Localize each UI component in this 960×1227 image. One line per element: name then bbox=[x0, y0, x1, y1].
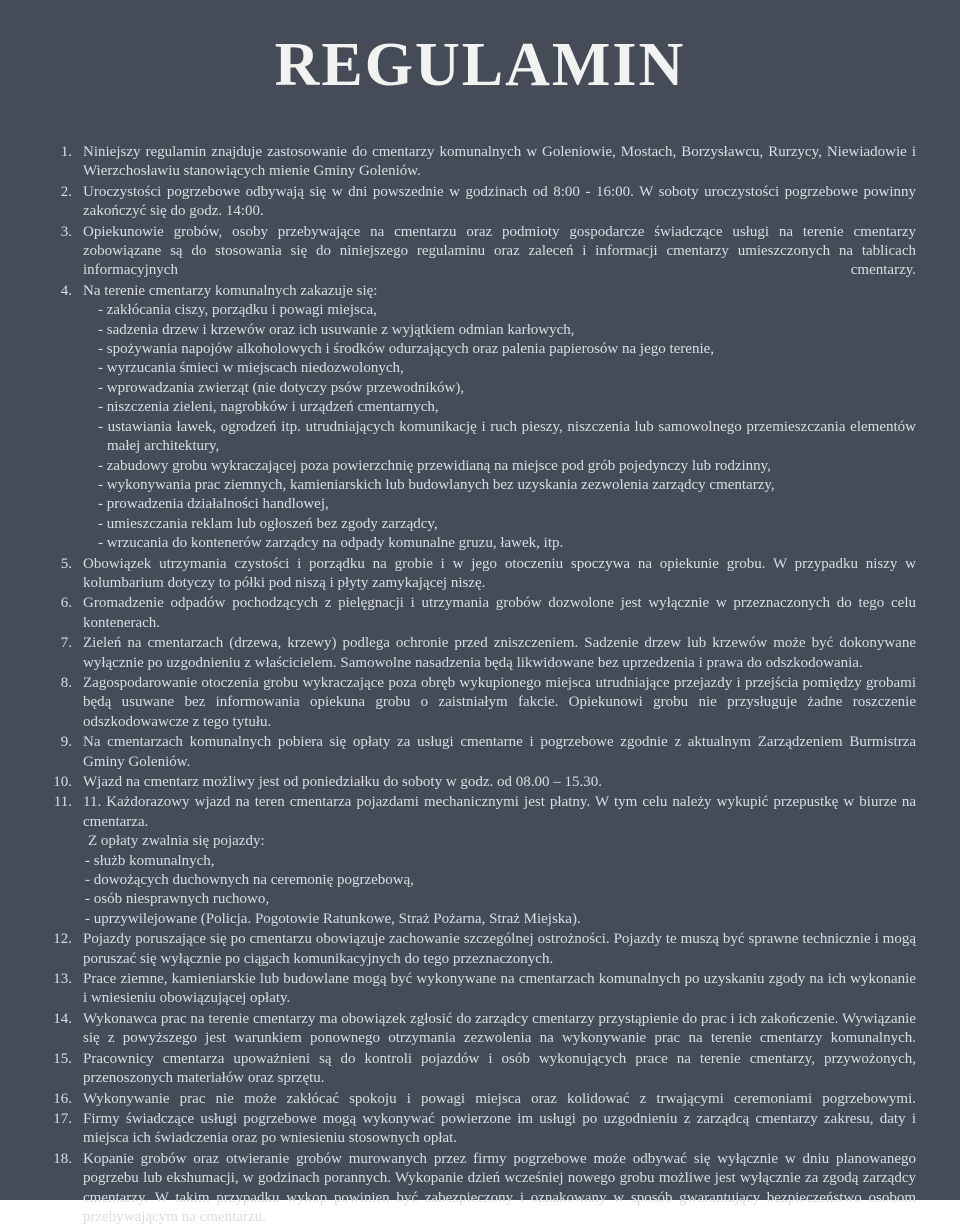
item-bullet: - wprowadzania zwierząt (nie dotyczy psów przewodników), bbox=[98, 379, 465, 396]
item-bullet: - zabudowy grobu wykraczającej poza powierzchnię przewidianą na miejsce pod grób pojedynczy lub rodzinny, bbox=[98, 457, 771, 474]
item-number: 10. bbox=[53, 774, 72, 790]
item-bullet: - dowożących duchownych na ceremonię pogrzebową, bbox=[85, 872, 415, 889]
item-number: 8. bbox=[60, 674, 72, 691]
item-text: Zieleń na cmentarzach (drzewa, krzewy) podlega ochronie przed zniszczeniem. Sadzenie drzew lub krzewów może być dokonywane wyłącznie po uzgodnieniu z właścicielem. Samowolne nasadzenia będą likwidowane bez uprzedzenia i prawa do odszkodowania. bbox=[83, 635, 916, 671]
item-number: 1. bbox=[60, 144, 72, 160]
item-bullet: - sadzenia drzew i krzewów oraz ich usuwanie z wyjątkiem odmian karłowych, bbox=[98, 321, 575, 338]
item-number: 5. bbox=[60, 555, 72, 572]
item-number: 16. bbox=[53, 1090, 72, 1107]
item-content bbox=[83, 674, 916, 732]
list-item bbox=[46, 793, 916, 929]
item-content bbox=[83, 1110, 916, 1149]
list-item bbox=[46, 223, 916, 281]
list-item bbox=[46, 930, 916, 969]
list-item bbox=[46, 282, 916, 554]
list-item bbox=[46, 183, 916, 222]
list-item bbox=[46, 773, 916, 792]
list-item bbox=[46, 143, 916, 182]
item-content bbox=[83, 594, 916, 633]
item-content bbox=[83, 634, 916, 673]
item-text: Kopanie grobów oraz otwieranie grobów murowanych przez firmy pogrzebowe może odbywać się wyłącznie w dniu planowanego pogrzebu lub ekshumacji, w godzinach porannych. Wykopanie dzień wcześniej nowego grobu możliwe jest wyłącznie za zgodą zarządcy cmentarzy. W takim przypadku wykop powinien być zabezpieczony i oznakowany w sposób gwarantujący bezpieczeństwo osobom przebywającym na cmentarzu. bbox=[83, 1150, 916, 1225]
item-bullet: - wyrzucania śmieci w miejscach niedozwolonych, bbox=[98, 360, 404, 377]
item-bullet: - umieszczania reklam lub ogłoszeń bez zgody zarządcy, bbox=[98, 515, 438, 532]
list-item bbox=[46, 594, 916, 633]
item-text: Na terenie cmentarzy komunalnych zakazuje się: bbox=[83, 282, 378, 299]
item-text: Wykonywanie prac nie może zakłócać spokoju i powagi miejsca oraz kolidować z trwającymi ceremoniami pogrzebowymi. bbox=[83, 1090, 916, 1107]
item-content bbox=[83, 1010, 916, 1049]
item-content bbox=[83, 970, 916, 1009]
item-text: Prace ziemne, kamieniarskie lub budowlane mogą być wykonywane na cmentarzach komunalnych po uzyskaniu zgody na ich wykonanie i wniesieniu obowiązującej opłaty. bbox=[83, 971, 916, 1007]
list-item bbox=[46, 1090, 916, 1109]
item-number: 6. bbox=[60, 595, 72, 612]
item-text: Niniejszy regulamin znajduje zastosowanie do cmentarzy komunalnych w Goleniowie, Mostach, Borzysławcu, Rurzycy, Niewiadowie i Wierzchosławiu stanowiących mienie Gminy Goleniów. bbox=[83, 144, 916, 180]
item-text: Gromadzenie odpadów pochodzących z pielęgnacji i utrzymania grobów dozwolone jest wyłącznie w przeznaczonych do tego celu kontenerach. bbox=[83, 595, 916, 631]
item-number: 18. bbox=[53, 1150, 72, 1167]
item-bullet: - wykonywania prac ziemnych, kamieniarskich lub budowlanych bez uzyskania zezwolenia zarządcy cmentarzy, bbox=[98, 476, 775, 493]
item-number: 3. bbox=[60, 223, 72, 240]
item-number: 13. bbox=[53, 971, 72, 988]
item-text: Zagospodarowanie otoczenia grobu wykraczające poza obręb wykupionego miejsca utrudniające przejazdy i przejścia pomiędzy grobami będą usuwane bez informowania opiekuna grobu o zaistniałym fakcie. Opiekunowi grobu nie przysługuje żadne roszczenie odszkodowawcze z tego tytułu. bbox=[83, 674, 916, 730]
item-text: Na cmentarzach komunalnych pobiera się opłaty za usługi cmentarne i pogrzebowe zgodnie z aktualnym Zarządzeniem Burmistrza Gminy Goleniów. bbox=[83, 734, 916, 770]
item-number: 17. bbox=[53, 1110, 72, 1127]
item-bullet: - zakłócania ciszy, porządku i powagi miejsca, bbox=[98, 302, 377, 319]
item-number: 12. bbox=[53, 931, 72, 948]
item-number: 11. bbox=[53, 794, 72, 811]
item-content bbox=[83, 223, 916, 281]
item-bullet: - ustawiania ławek, ogrodzeń itp. utrudniających komunikację i ruch pieszy, niszczenia lub samowolnego przemieszczania elementów małej architektury, bbox=[98, 418, 916, 455]
item-text: Pracownicy cmentarza upoważnieni są do kontroli pojazdów i osób wykonujących prace na terenie cmentarzy, przywożonych, przenoszonych materiałów oraz sprzętu. bbox=[83, 1050, 916, 1087]
list-item bbox=[46, 970, 916, 1009]
item-subheading: Z opłaty zwalnia się pojazdy: bbox=[88, 833, 265, 850]
item-text: Firmy świadczące usługi pogrzebowe mogą wykonywać powierzone im usługi po uzgodnieniu z zarządcą cmentarzy zakresu, daty i miejsca ich świadczenia oraz po wniesieniu stosownych opłat. bbox=[83, 1110, 916, 1147]
list-item bbox=[46, 1050, 916, 1089]
list-item bbox=[46, 674, 916, 732]
list-item bbox=[46, 634, 916, 673]
item-number: 14. bbox=[53, 1010, 72, 1027]
item-bullet: - niszczenia zieleni, nagrobków i urządzeń cmentarnych, bbox=[98, 399, 439, 416]
item-number: 9. bbox=[60, 734, 72, 751]
item-content bbox=[83, 143, 916, 182]
item-content bbox=[83, 793, 916, 929]
item-content bbox=[83, 183, 916, 222]
item-number: 15. bbox=[53, 1050, 72, 1067]
item-text: Pojazdy poruszające się po cmentarzu obowiązuje zachowanie szczególnej ostrożności. Pojazdy te muszą być sprawne technicznie i mogą poruszać się wyłącznie po ciągach komunikacyjnych do tego przeznaczonych. bbox=[83, 931, 916, 967]
list-item bbox=[46, 555, 916, 594]
item-bullet: - osób niesprawnych ruchowo, bbox=[85, 891, 270, 908]
item-bullet: - służb komunalnych, bbox=[85, 852, 215, 869]
item-text: Wykonawca prac na terenie cmentarzy ma obowiązek zgłosić do zarządcy cmentarzy przystąpienie do prac i ich zakończenie. Wywiązanie się z powyższego jest warunkiem ponownego otrzymania zezwolenia na wykonywanie prac na terenie cmentarzy komunalnych. bbox=[83, 1010, 916, 1047]
item-content bbox=[83, 733, 916, 772]
list-item bbox=[46, 1110, 916, 1149]
item-content bbox=[83, 773, 916, 792]
item-bullet: - prowadzenia działalności handlowej, bbox=[98, 496, 329, 513]
regulations-list bbox=[46, 143, 916, 1227]
item-content bbox=[83, 282, 916, 554]
item-number: 2. bbox=[60, 183, 72, 200]
item-text: Opiekunowie grobów, osoby przebywające na cmentarzu oraz podmioty gospodarcze świadczące usługi na terenie cmentarzy zobowiązane są do stosowania się do niniejszego regulaminu oraz zaleceń i informacji cmentarzy umieszczonych na tablicach informacyjnych cmentarzy. bbox=[83, 223, 916, 279]
item-bullet: - uprzywilejowane (Policja. Pogotowie Ratunkowe, Straż Pożarna, Straż Miejska). bbox=[85, 910, 581, 927]
item-number: 7. bbox=[60, 635, 72, 652]
list-item bbox=[46, 1010, 916, 1049]
item-content bbox=[83, 1150, 916, 1227]
item-text: 11. Każdorazowy wjazd na teren cmentarza pojazdami mechanicznymi jest płatny. W tym celu należy wykupić przepustkę w biurze na cmentarza. bbox=[83, 794, 916, 830]
item-content bbox=[83, 930, 916, 969]
list-item bbox=[46, 1150, 916, 1227]
item-text: Wjazd na cmentarz możliwy jest od poniedziałku do soboty w godz. od 08.00 – 15.30. bbox=[83, 774, 603, 790]
page-title: REGULAMIN bbox=[274, 31, 686, 99]
item-content bbox=[83, 1050, 916, 1089]
item-number: 4. bbox=[60, 282, 72, 299]
item-bullet: - wrzucania do kontenerów zarządcy na odpady komunalne gruzu, ławek, itp. bbox=[98, 535, 564, 552]
item-content bbox=[83, 555, 916, 594]
item-text: Uroczystości pogrzebowe odbywają się w dni powszednie w godzinach od 8:00 - 16:00. W soboty uroczystości pogrzebowe powinny zakończyć się do godz. 14:00. bbox=[83, 183, 916, 220]
list-item bbox=[46, 733, 916, 772]
item-content bbox=[83, 1090, 916, 1109]
item-bullet: - spożywania napojów alkoholowych i środków odurzających oraz palenia papierosów na jego terenie, bbox=[98, 341, 715, 358]
item-text: Obowiązek utrzymania czystości i porządku na grobie i w jego otoczeniu spoczywa na opiekunie grobu. W przypadku niszy w kolumbarium dotyczy to półki pod niszą i płyty zamykającej niszę. bbox=[83, 555, 916, 591]
